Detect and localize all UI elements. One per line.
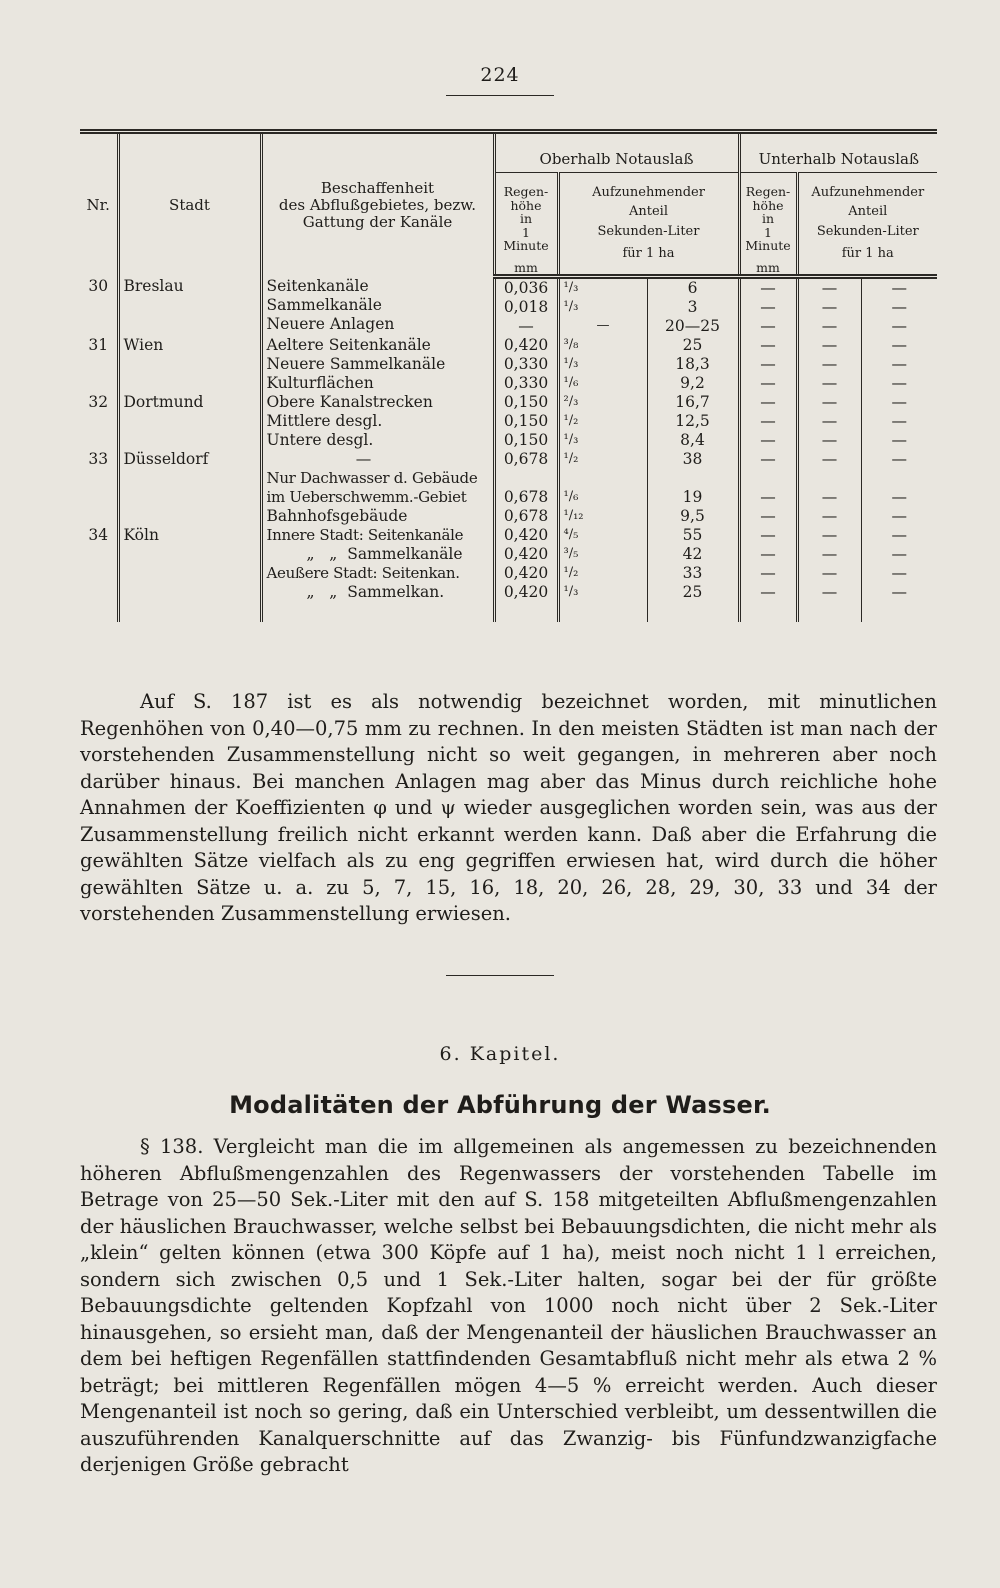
row-u2: — — —: [797, 393, 861, 450]
header-regenhoehe-oberhalb: Regen- höhe in 1 Minute mm: [494, 173, 558, 277]
row-frac: ³/₈ ¹/₃ ¹/₆: [558, 336, 647, 393]
chapter-title: Modalitäten der Abführung der Wasser.: [229, 1091, 771, 1119]
row-frac: ¹/₃ ¹/₃ —: [558, 277, 647, 337]
row-u2: — — —: [797, 277, 861, 337]
row-u1: — — —: [739, 450, 797, 526]
paragraph-1: Auf S. 187 ist es als notwendig bezeichnet worden, mit minutlichen Regenhöhen von 0,40—0,75 mm zu rechnen. In den meisten Städten ist man nach der vorstehenden Zusammenstellung nicht so weit gegangen, in mehreren aber noch darüber hinaus. Bei manchen Anlagen mag aber das Minus durch reichliche hohe Annahmen der Koeffizienten φ und ψ wieder ausgeglichen worden sein, was aus der Zusammenstellung freilich nicht erkannt werden kann. Daß aber die Erfahrung die gewählten Sätze vielfach als zu eng gegriffen erwiesen hat, wird durch die höher gewählten Sätze u. a. zu 5, 7, 15, 16, 18, 20, 26, 28, 29, 30, 33 und 34 der vorstehenden Zusammenstellung erwiesen.: [80, 690, 937, 925]
row-nr: 31: [80, 336, 118, 393]
row-val: 25 18,3 9,2: [647, 336, 739, 393]
row-stadt: Köln: [118, 526, 261, 622]
row-u1: — — —: [739, 277, 797, 337]
row-nr: 32: [80, 393, 118, 450]
row-stadt: Wien: [118, 336, 261, 393]
row-desc: — Nur Dachwasser d. Gebäude im Ueberschwemm.-Gebiet Bahnhofsgebäude: [261, 450, 494, 526]
header-beschaffenheit: Beschaffenheit des Abflußgebietes, bezw. Gattung der Kanäle: [261, 132, 494, 277]
header-oberhalb: Oberhalb Notauslaß: [494, 132, 739, 173]
row-u3: — — — —: [891, 526, 908, 601]
row-regen: 0,150 0,150 0,150: [494, 393, 558, 450]
table-row-30: [80, 277, 937, 337]
row-u1: — — —: [739, 336, 797, 393]
table-row-32: [80, 393, 937, 450]
row-u1: — — —: [739, 393, 797, 450]
row-val: 38 19 9,5: [647, 450, 739, 526]
row-val: 6 3 20—25: [647, 277, 739, 337]
row-regen: 0,420 0,420 0,420 0,420: [494, 526, 558, 622]
table-row-34: [80, 526, 937, 622]
row-val: 16,7 12,5 8,4: [647, 393, 739, 450]
section-separator: [446, 975, 554, 976]
row-regen: 0,678 0,678 0,678: [494, 450, 558, 526]
row-u2: — — —: [797, 336, 861, 393]
rainfall-table: [80, 129, 937, 622]
chapter-label: 6. Kapitel.: [439, 1043, 561, 1065]
paragraph-2: § 138. Vergleicht man die im allgemeinen als angemessen zu bezeichnenden höheren Abflußmengenzahlen des Regenwassers der vorstehenden Tabelle im Betrage von 25—50 Sek.-Liter mit den auf S. 158 mitgeteilten Abflußmengenzahlen der häuslichen Brauchwasser, welche selbst bei Bebauungsdichten, die nicht mehr als „klein“ gelten können (etwa 300 Köpfe auf 1 ha), meist noch nicht 1 l erreichen, sondern sich zwischen 0,5 und 1 Sek.-Liter halten, sogar bei der für größte Bebauungsdichte geltenden Kopfzahl von 1000 noch nicht über 2 Sek.-Liter hinausgehen, so ersieht man, daß der Mengenanteil der häuslichen Brauchwasser an dem bei heftigen Regenfällen stattfindenden Gesamtabfluß nicht mehr als etwa 2 % beträgt; bei mittleren Regenfällen mögen 4—5 % erreicht werden. Auch dieser Mengenanteil ist noch so gering, daß ein Unterschied verbleibt, um dessentwillen die auszuführenden Kanalquerschnitte auf das Zwanzig- bis Fünfundzwanzigfache derjenigen Größe gebracht: [80, 1135, 937, 1476]
table-body: [80, 277, 937, 623]
header-stadt: Stadt: [118, 132, 261, 277]
row-nr: 30: [80, 277, 118, 337]
header-anteil-oberhalb: Aufzunehmender Anteil Sekunden-Liter für 1 ha: [558, 173, 739, 277]
table-row-31: [80, 336, 937, 393]
header-regenhoehe-unterhalb: Regen- höhe in 1 Minute mm: [739, 173, 797, 277]
row-u3: — — —: [891, 450, 908, 525]
row-val: 55 42 33 25: [647, 526, 739, 622]
row-stadt: Breslau: [118, 277, 261, 337]
row-desc: Innere Stadt: Seitenkanäle „ „ Sammelkanäle Aeußere Stadt: Seitenkan. „ „ Sammelkan.: [261, 526, 494, 622]
page-number-rule: [446, 95, 554, 96]
row-desc: Obere Kanalstrecken Mittlere desgl. Untere desgl.: [261, 393, 494, 450]
row-u1: — — — —: [739, 526, 797, 622]
row-frac: ¹/₂ ¹/₆ ¹/₁₂: [558, 450, 647, 526]
row-frac: ⁴/₅ ³/₅ ¹/₂ ¹/₃: [558, 526, 647, 622]
row-stadt: Dortmund: [118, 393, 261, 450]
row-u3: — — —: [891, 336, 908, 392]
header-nr: Nr.: [80, 132, 118, 277]
row-nr: 33: [80, 450, 118, 526]
header-anteil-unterhalb: Aufzunehmender Anteil Sekunden-Liter für 1 ha: [797, 173, 937, 277]
row-regen: 0,036 0,018 —: [494, 277, 558, 337]
row-stadt: Düsseldorf: [118, 450, 261, 526]
row-desc: Aeltere Seitenkanäle Neuere Sammelkanäle Kulturflächen: [261, 336, 494, 393]
row-desc: Seitenkanäle Sammelkanäle Neuere Anlagen: [261, 277, 494, 337]
header-unterhalb: Unterhalb Notauslaß: [739, 132, 937, 173]
row-u3: — — —: [891, 393, 908, 449]
row-u3: — — —: [891, 279, 908, 335]
table-header: [80, 132, 937, 277]
row-regen: 0,420 0,330 0,330: [494, 336, 558, 393]
row-frac: ²/₃ ¹/₂ ¹/₃: [558, 393, 647, 450]
table-row-33: [80, 450, 937, 526]
row-nr: 34: [80, 526, 118, 622]
row-u2: — — — —: [797, 526, 861, 622]
page-number: 224: [480, 64, 520, 86]
row-u2: — — —: [797, 450, 861, 526]
